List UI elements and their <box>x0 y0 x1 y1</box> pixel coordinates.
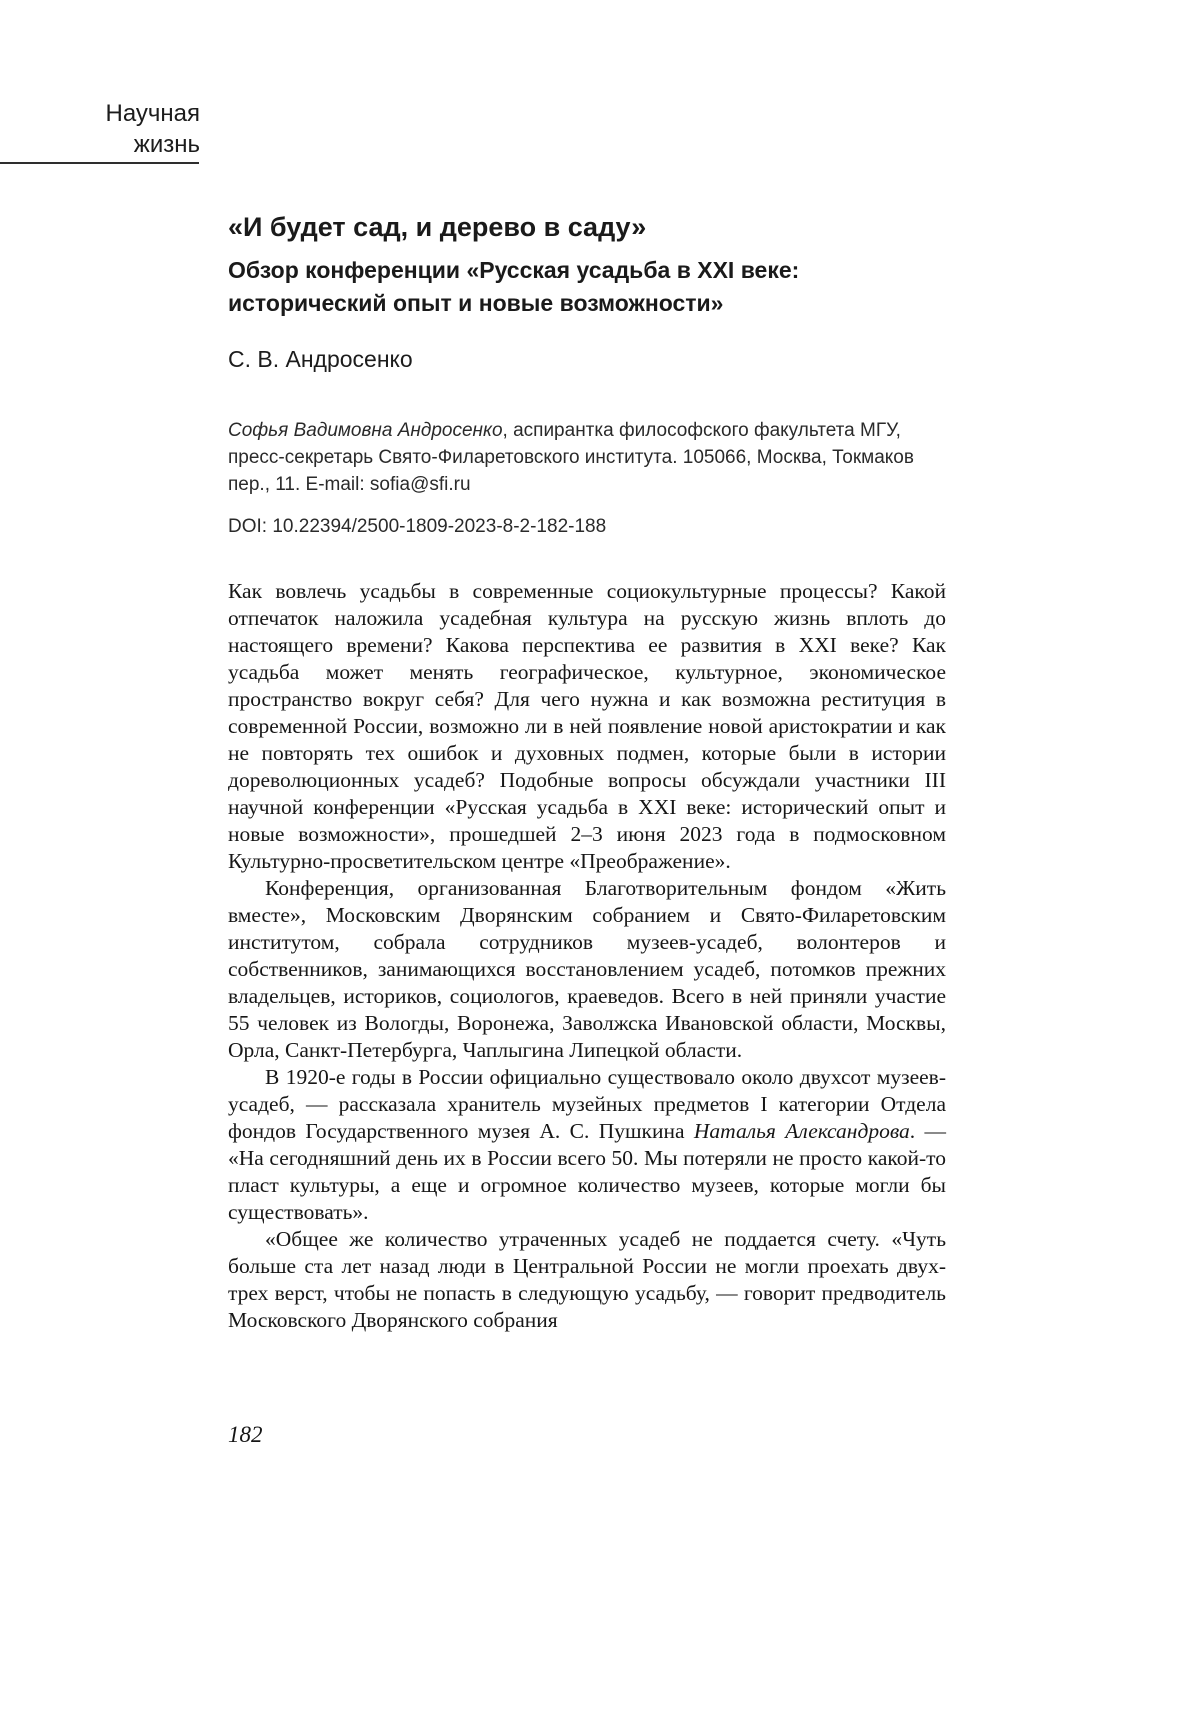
paragraph <box>228 875 946 1064</box>
article-subtitle: Обзор конференции «Русская усадьба в XXI веке: исторический опыт и новые возможности» <box>228 257 800 316</box>
page-number: 182 <box>228 1422 263 1447</box>
text-run: , аспирантка философского факультета МГУ, пресс-секретарь Свято-Филаретовского института. 105066, Москва, Токмаков пер., 11. E-mail: sofia@sfi.ru <box>228 420 914 495</box>
section-label: Научная жизнь <box>105 100 200 158</box>
article <box>228 210 946 1334</box>
paragraph <box>228 1064 946 1226</box>
text-run: «Общее же количество утраченных усадеб не поддается счету. «Чуть больше ста лет назад люди в Центральной России не могли проехать двух-трех верст, чтобы не попасть в следующую усадьбу, — говорит предводитель Московского Дворянского собрания <box>228 1227 946 1332</box>
author-name: С. В. Андросенко <box>228 346 413 372</box>
italic-text-run: Наталья Александрова <box>693 1119 910 1143</box>
paragraph <box>228 1226 946 1334</box>
text-run: В 1920-е годы в России официально существовало около двухсот музеев-усадеб, — рассказала хранитель музейных предметов I категории Отдела фондов Государственного музея А. С. Пушкина <box>228 1065 946 1143</box>
text-run: . — «На сегодняшний день их в России всего 50. Мы потеряли не просто какой-то пласт культуры, а еще и огромное количество музеев, которые могли бы существовать». <box>228 1119 947 1224</box>
paragraph <box>228 578 946 875</box>
text-run: Конференция, организованная Благотворительным фондом «Жить вместе», Московским Дворянским собранием и Свято-Филаретовским институтом, собрала сотрудников музеев-усадеб, волонтеров и собственников, занимающихся восстановлением усадеб, потомков прежних владельцев, историков, социологов, краеведов. Всего в ней приняли участие 55 человек из Вологды, Воронежа, Заволжска Ивановской области, Москвы, Орла, Санкт-Петербурга, Чаплыгина Липецкой области. <box>228 876 946 1062</box>
italic-text-run: Софья Вадимовна Андросенко <box>228 420 503 441</box>
doi-line: DOI: 10.22394/2500-1809-2023-8-2-182-188 <box>228 516 607 537</box>
section-divider-rule <box>0 162 199 164</box>
article-body <box>228 578 946 1334</box>
author-affiliation <box>228 417 933 498</box>
article-title: «И будет сад, и дерево в саду» <box>228 212 647 242</box>
text-run: Как вовлечь усадьбы в современные социокультурные процессы? Какой отпечаток наложила усадебная культура на русскую жизнь вплоть до настоящего времени? Какова перспектива ее развития в XXI веке? Как усадьба может менять географическое, культурное, экономическое пространство вокруг себя? Для чего нужна и как возможна реституция в современной России, возможно ли в ней появление новой аристократии и как не повторять тех ошибок и духовных подмен, которые были в истории дореволюционных усадеб? Подобные вопросы обсуждали участники III научной конференции «Русская усадьба в XXI веке: исторический опыт и новые возможности», прошедшей 2–3 июня 2023 года в подмосковном Культурно-просветительском центре «Преображение». <box>228 579 946 873</box>
